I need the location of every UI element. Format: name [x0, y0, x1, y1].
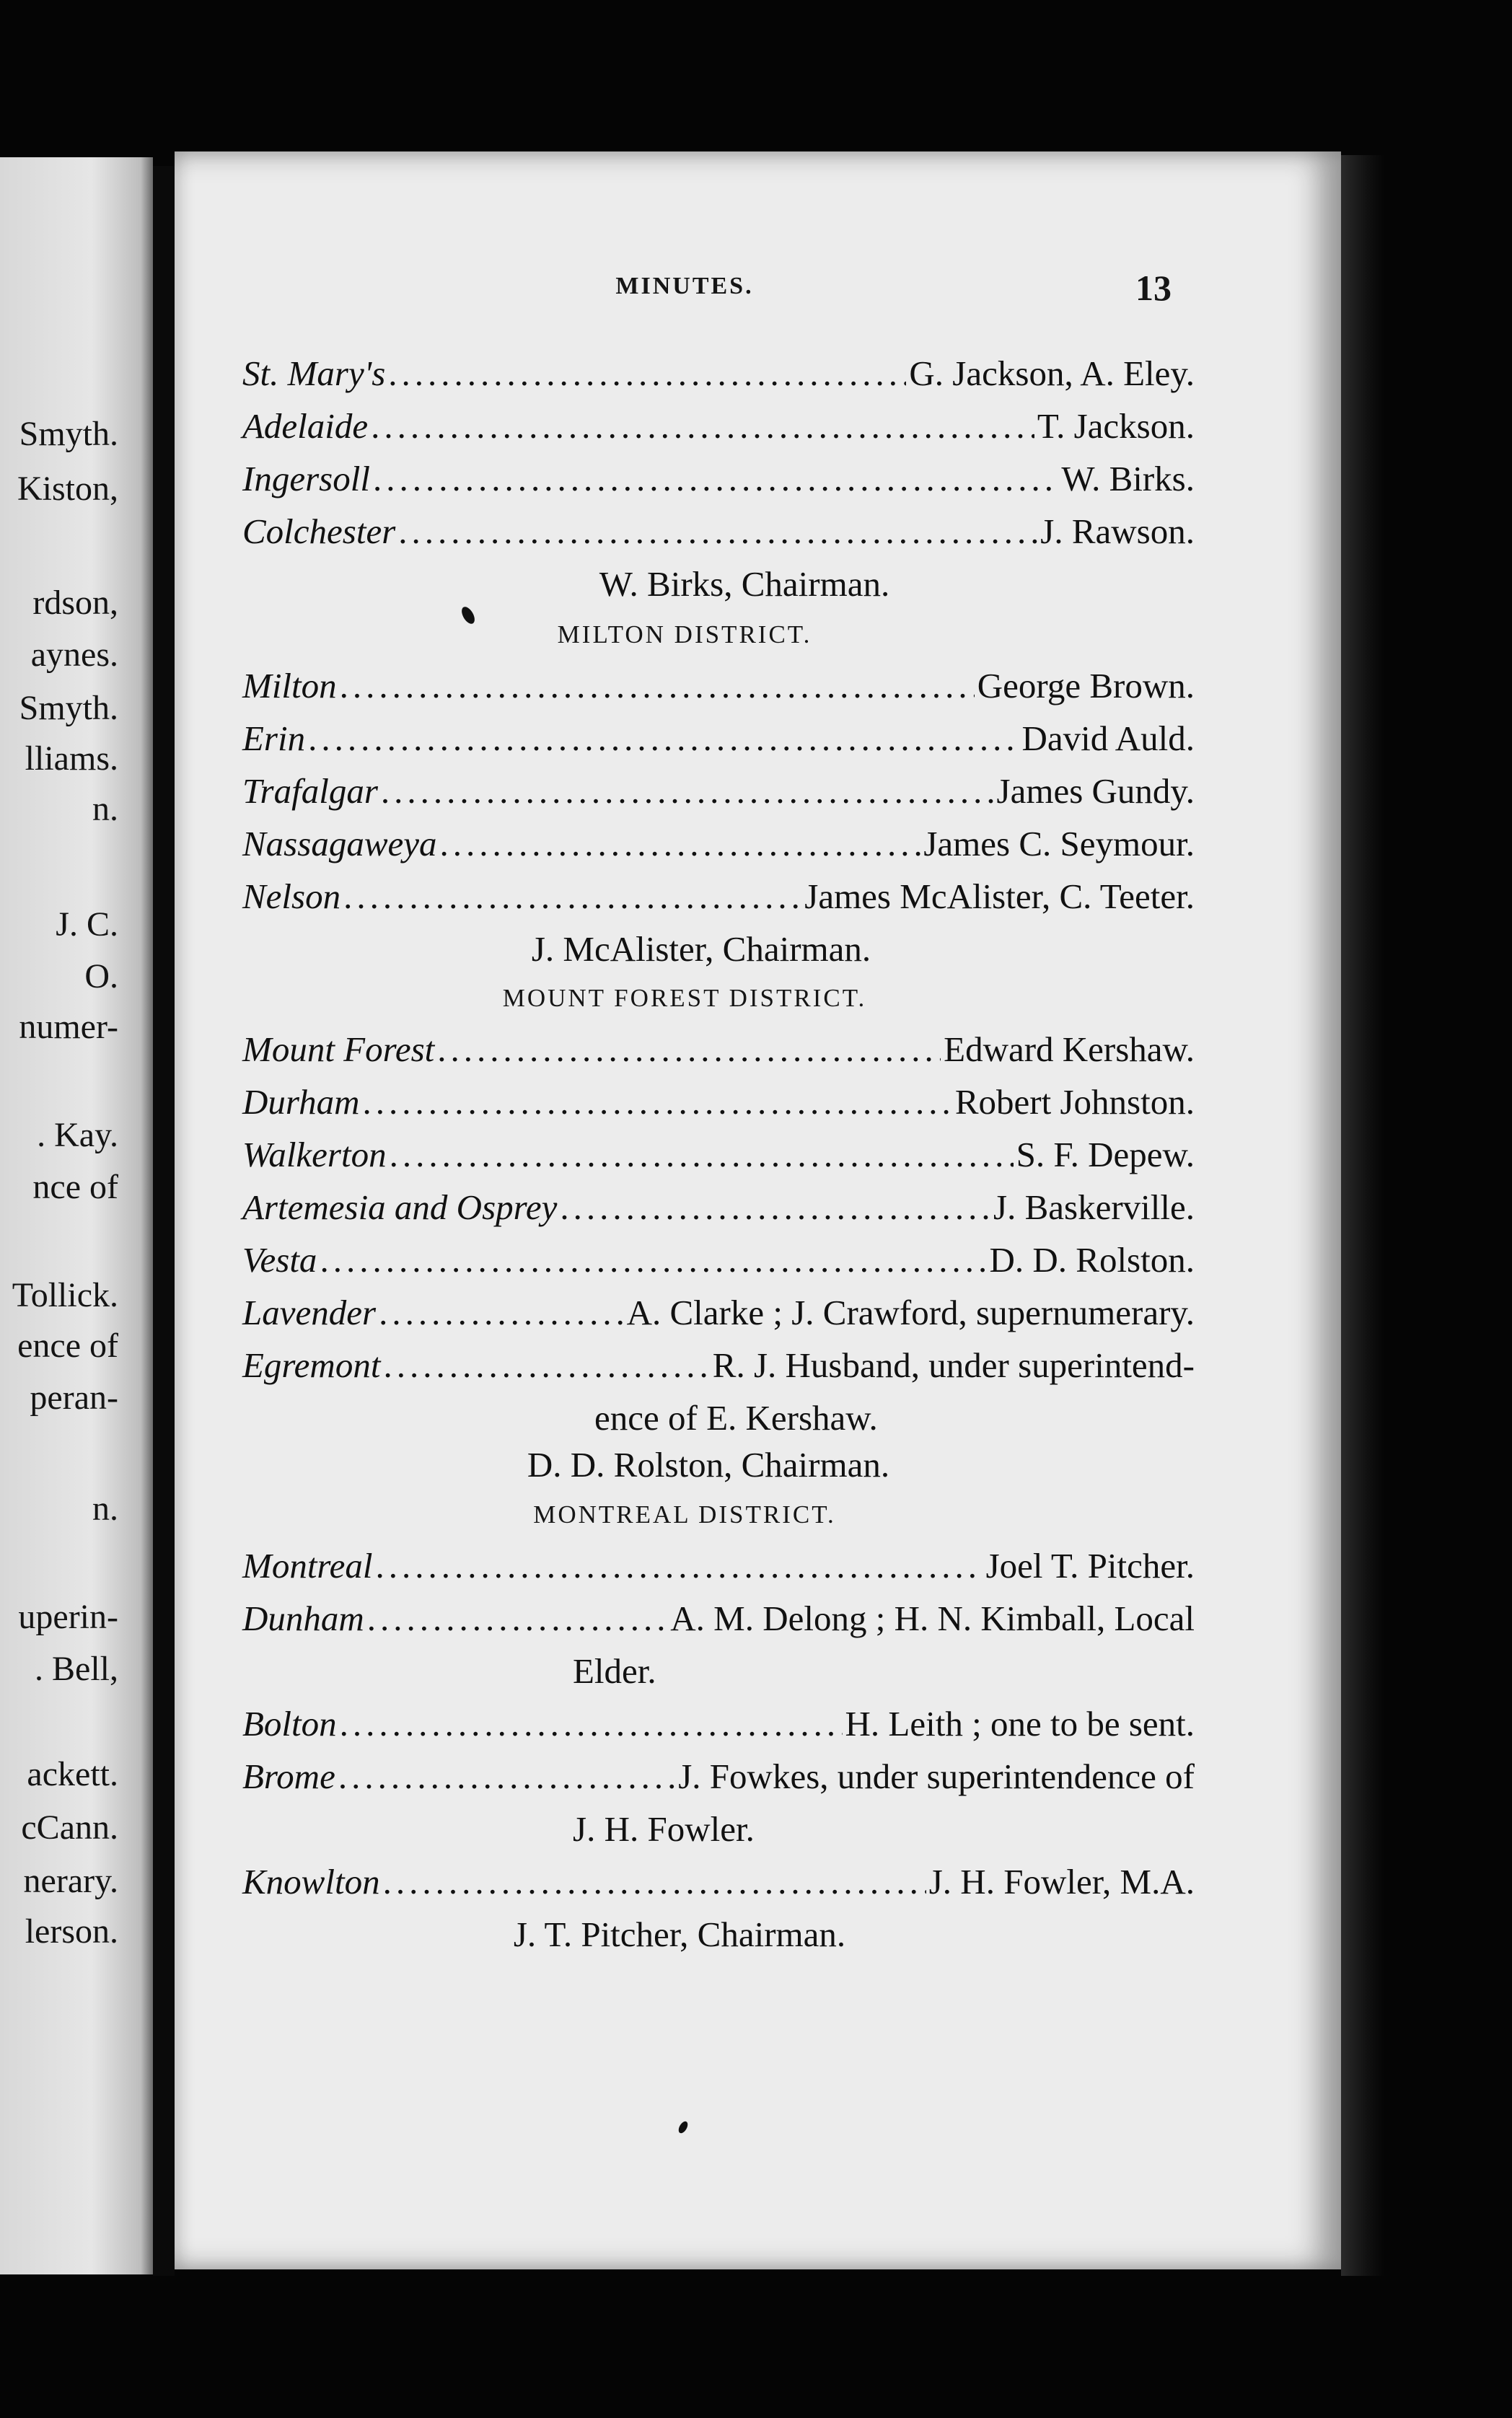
station-entry [242, 353, 1195, 393]
station-place: Colchester [242, 511, 396, 551]
station-entry [242, 826, 1195, 861]
leader-dots [440, 826, 921, 861]
station-minister: Joel T. Pitcher. [985, 1546, 1195, 1586]
station-entry [242, 876, 1195, 916]
leader-dots [338, 1759, 675, 1794]
station-entry [242, 1029, 1195, 1069]
left-fragment: ence of [17, 1327, 118, 1365]
leader-dots [320, 1242, 986, 1278]
leader-dots [340, 1706, 843, 1741]
station-minister: J. H. Fowler, M.A. [928, 1862, 1195, 1902]
left-fragment: uperin- [18, 1598, 118, 1636]
station-place: Egremont [242, 1345, 381, 1385]
page-number: 13 [1135, 268, 1172, 308]
station-minister: J. Rawson. [1040, 511, 1195, 551]
leader-dots [379, 1295, 624, 1330]
leader-dots [343, 879, 801, 914]
book-gutter [153, 166, 175, 2276]
station-entry [242, 1546, 1195, 1586]
leader-dots [362, 1084, 951, 1120]
station-minister: W. Birks. [1061, 459, 1195, 498]
station-place: Nassagaweya [242, 824, 437, 863]
station-minister: H. Leith ; one to be sent. [845, 1704, 1195, 1744]
station-entry [242, 408, 1195, 444]
station-place: Montreal [242, 1546, 373, 1586]
district-heading: MOUNT FOREST DISTRICT. [502, 984, 867, 1012]
station-place: Knowlton [242, 1862, 380, 1902]
station-place: Brome [242, 1757, 335, 1796]
station-minister: James McAlister, C. Teeter. [804, 876, 1195, 916]
station-place: Mount Forest [242, 1029, 435, 1069]
left-fragment: . Kay. [37, 1116, 118, 1154]
left-fragment: nce of [32, 1168, 118, 1206]
leader-dots [340, 668, 975, 703]
leader-dots [381, 773, 994, 809]
left-fragment: numer- [19, 1008, 118, 1046]
station-place: Adelaide [242, 406, 369, 446]
station-entry [242, 1704, 1195, 1744]
station-minister: A. M. Delong ; H. N. Kimball, Local [670, 1599, 1195, 1638]
station-place: Durham [242, 1082, 360, 1122]
entry-continuation: Elder. [573, 1651, 656, 1691]
district-chairman: D. D. Rolston, Chairman. [527, 1445, 890, 1485]
station-place: Artemesia and Osprey [242, 1187, 558, 1227]
station-minister: D. D. Rolston. [989, 1240, 1195, 1280]
station-minister: David Auld. [1021, 718, 1195, 758]
leader-dots [371, 408, 1034, 444]
page-edge-shadow [1341, 155, 1384, 2276]
district-heading: MILTON DISTRICT. [557, 620, 812, 649]
left-fragment: J. C. [56, 905, 118, 944]
station-entry [242, 1601, 1195, 1636]
station-minister: Edward Kershaw. [944, 1029, 1195, 1069]
leader-dots [388, 356, 906, 391]
station-minister: James C. Seymour. [923, 824, 1195, 863]
leader-dots [308, 721, 1019, 756]
station-entry [242, 773, 1195, 809]
ink-mark [677, 2120, 690, 2135]
leader-dots [560, 1190, 990, 1225]
left-fragment: Tollick. [12, 1276, 118, 1314]
leader-dots [383, 1348, 709, 1383]
running-header: MINUTES. [615, 273, 754, 299]
leader-dots [376, 1548, 983, 1583]
station-entry [242, 668, 1195, 703]
station-entry [242, 461, 1195, 496]
entry-continuation: J. H. Fowler. [573, 1809, 755, 1849]
station-place: Dunham [242, 1599, 364, 1638]
station-minister: T. Jackson. [1037, 406, 1195, 446]
station-minister: A. Clarke ; J. Crawford, supernumerary. [626, 1293, 1195, 1332]
left-fragment: Kiston, [17, 470, 118, 508]
district-heading: MONTREAL DISTRICT. [533, 1500, 836, 1529]
station-place: Nelson [242, 876, 341, 916]
left-fragment: lliams. [25, 739, 118, 778]
station-entry [242, 1137, 1195, 1172]
left-fragment: O. [84, 957, 118, 995]
station-place: Bolton [242, 1704, 337, 1744]
station-entry [242, 1084, 1195, 1120]
entry-continuation: ence of E. Kershaw. [594, 1398, 878, 1438]
station-place: Milton [242, 666, 337, 705]
left-fragment: aynes. [30, 636, 118, 674]
right-page [175, 151, 1341, 2269]
left-fragment: n. [92, 790, 118, 828]
station-minister: R. J. Husband, under superintend- [712, 1345, 1195, 1385]
station-minister: James Gundy. [996, 771, 1195, 811]
leader-dots [373, 461, 1058, 496]
station-entry [242, 1862, 1195, 1902]
leader-dots [398, 514, 1037, 549]
left-fragment: cCann. [21, 1808, 118, 1847]
station-minister: G. Jackson, A. Eley. [909, 353, 1195, 393]
district-chairman: J. T. Pitcher, Chairman. [513, 1914, 846, 1954]
station-minister: J. Fowkes, under superintendence of [678, 1757, 1195, 1796]
station-minister: J. Baskerville. [993, 1187, 1195, 1227]
leader-dots [390, 1137, 1014, 1172]
district-chairman: W. Birks, Chairman. [599, 564, 890, 604]
leader-dots [367, 1601, 667, 1636]
district-chairman: J. McAlister, Chairman. [531, 929, 871, 969]
station-place: St. Mary's [242, 353, 386, 393]
left-fragment: . Bell, [35, 1650, 118, 1688]
station-minister: George Brown. [977, 666, 1195, 705]
left-fragment: Smyth. [19, 415, 118, 453]
leader-dots [437, 1032, 941, 1067]
station-place: Lavender [242, 1293, 377, 1332]
station-place: Trafalgar [242, 771, 378, 811]
station-place: Vesta [242, 1240, 317, 1280]
station-entry [242, 1759, 1195, 1794]
left-fragment: ackett. [27, 1755, 118, 1793]
station-entry [242, 1187, 1195, 1227]
station-entry [242, 1345, 1195, 1385]
station-entry [242, 1295, 1195, 1330]
station-entry [242, 718, 1195, 758]
left-fragment: lerson. [25, 1912, 118, 1951]
station-entry [242, 1242, 1195, 1278]
leader-dots [383, 1864, 926, 1899]
left-fragment: n. [92, 1490, 118, 1528]
station-minister: S. F. Depew. [1016, 1135, 1195, 1174]
station-entry [242, 511, 1195, 551]
station-place: Walkerton [242, 1135, 387, 1174]
left-fragment: rdson, [32, 584, 118, 622]
station-place: Ingersoll [242, 459, 370, 498]
left-fragment: Smyth. [19, 689, 118, 727]
left-fragment: nerary. [23, 1862, 118, 1900]
station-minister: Robert Johnston. [954, 1082, 1195, 1122]
station-place: Erin [242, 718, 306, 758]
left-facing-page [0, 157, 153, 2274]
left-fragment: peran- [30, 1379, 118, 1417]
